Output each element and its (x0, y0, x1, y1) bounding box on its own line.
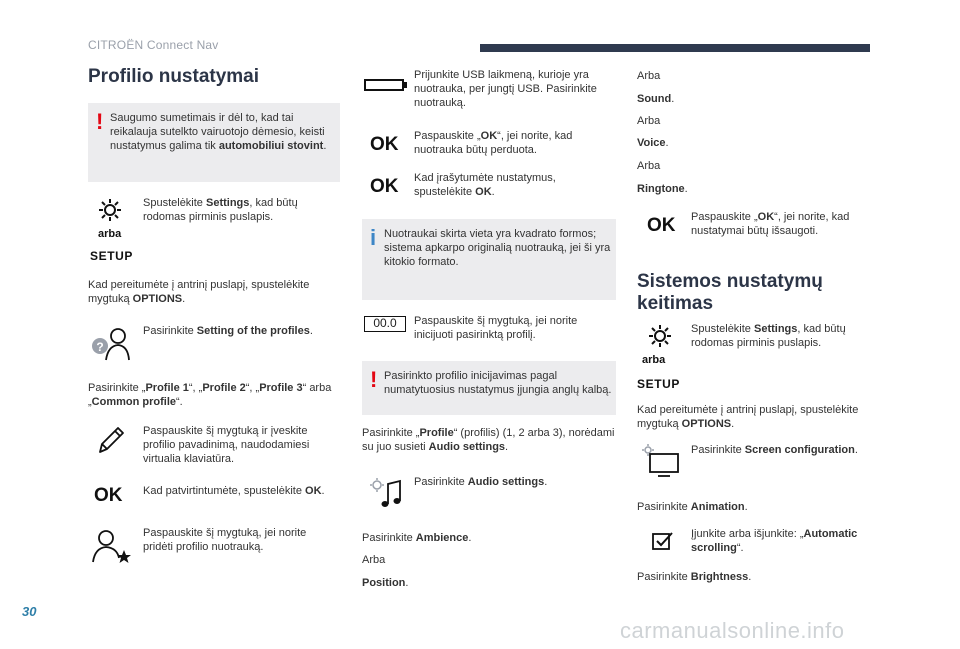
select-screen-config-text: Pasirinkite Screen configuration. (691, 444, 858, 456)
confirm-text: Kad patvirtintumėte, spustelėkite OK. (143, 485, 325, 497)
select-animation-text: Pasirinkite Animation. (637, 501, 748, 513)
step-usb-text: Prijunkite USB laikmeną, kurioje yra nuotrauka, per jungtį USB. Pasirinkite nuotrauką. (414, 69, 597, 109)
select-ambience-text: Pasirinkite Ambience. (362, 532, 472, 544)
select-audio-text: Pasirinkite Audio settings. (414, 476, 548, 488)
voice-option: Voice. (637, 137, 669, 149)
profiles-choice-text: Pasirinkite „Profile 1“, „Profile 2“, „Profile 3“ arba „Common profile“. (88, 382, 332, 408)
settings-gear-icon (646, 322, 674, 350)
arba-text: Arba (362, 554, 386, 566)
section-title-profile-settings: Profilio nustatymai (88, 66, 260, 87)
options-instruction: Kad pereitumėte į antrinį puslapį, spustelėkite mygtuką OPTIONS. (637, 404, 859, 430)
warning-box-safety (88, 103, 340, 182)
step-settings-text: Spustelėkite Settings, kad būtų rodomas pirminis puslapis. (143, 197, 298, 223)
warning-reset-text: Pasirinkto profilio inicijavimas pagal numatytuosius nustatymus įjungia anglų kalbą. (384, 370, 612, 396)
step-reset-text: Paspauskite šį mygtuką, jei norite inicijuoti pasirinktą profilį. (414, 315, 578, 341)
watermark-text: carmanualsonline.info (620, 618, 845, 643)
setup-button-label: SETUP (90, 249, 134, 263)
step-pencil-text: Paspauskite šį mygtuką ir įveskite profilio pavadinimą, naudodamiesi virtualia klaviatūra. (143, 425, 310, 465)
header-title: CITROËN Connect Nav (88, 38, 219, 52)
step-ok-transfer-text: Paspauskite „OK“, jei norite, kad nuotrauka būtų perduota. (414, 130, 573, 156)
warning-icon: ! (370, 367, 378, 392)
usb-drive-icon (364, 78, 408, 92)
arba-text: Arba (637, 160, 661, 172)
sound-option: Sound. (637, 93, 675, 105)
arba-label: arba (98, 228, 122, 240)
add-profile-photo-icon (90, 528, 132, 564)
ok-icon-save: OK (370, 176, 399, 197)
options-instruction: Kad pereitumėte į antrinį puslapį, spustelėkite mygtuką OPTIONS. (88, 279, 310, 305)
step-settings-text: Spustelėkite Settings, kad būtų rodomas pirminis puslapis. (691, 323, 846, 349)
select-profiles-setting-text: Pasirinkite Setting of the profiles. (143, 325, 313, 337)
step-ok-settings-text: Paspauskite „OK“, jei norite, kad nustatymai būtų išsaugoti. (691, 211, 850, 237)
warning-text: Saugumo sumetimais ir dėl to, kad tai reikalauja sutelkto vairuotojo dėmesio, keisti nustatymus galima tik automobiliui stovint. (110, 112, 327, 152)
setup-button-label: SETUP (637, 377, 681, 391)
info-text: Nuotraukai skirta vieta yra kvadrato formos; sistema apkarpo originalią nuotrauką, jei ši yra kitokio formato. (384, 228, 611, 268)
profile-settings-icon (90, 326, 130, 362)
page-number: 30 (22, 604, 37, 619)
toggle-scrolling-text: Įjunkite arba išjunkite: „Automatic scrolling“. (691, 528, 858, 554)
ok-icon: OK (94, 485, 123, 506)
arba-label: arba (642, 354, 666, 366)
arba-text: Arba (637, 70, 661, 82)
svg-text:?: ? (96, 340, 104, 354)
select-brightness-text: Pasirinkite Brightness. (637, 571, 752, 583)
ringtone-option: Ringtone. (637, 183, 688, 195)
position-text: Position. (362, 577, 409, 589)
section-title-system-settings: Sistemos nustatymų keitimas (637, 271, 823, 314)
info-box-photo (362, 219, 616, 300)
info-icon: i (370, 225, 377, 250)
pencil-icon (96, 424, 126, 456)
audio-settings-icon (368, 476, 404, 510)
settings-gear-icon (96, 196, 124, 224)
profile-audio-text: Pasirinkite „Profile“ (profilis) (1, 2 arba 3), norėdami su juo susieti Audio settings. (362, 427, 615, 453)
step-ok-save-text: Kad įrašytumėte nustatymus, spustelėkite OK. (414, 172, 556, 198)
ok-icon-transfer: OK (370, 134, 399, 155)
screen-configuration-icon (640, 442, 684, 478)
header-bar (480, 44, 870, 52)
warning-icon: ! (96, 109, 104, 134)
reset-profile-icon: 00.0 (364, 316, 406, 332)
arba-text: Arba (637, 115, 661, 127)
step-photo-text: Paspauskite šį mygtuką, jei norite pridėti profilio nuotrauką. (143, 527, 307, 553)
checkbox-icon (652, 531, 674, 551)
ok-icon-save-settings: OK (647, 215, 676, 236)
warning-box-reset (362, 361, 616, 415)
